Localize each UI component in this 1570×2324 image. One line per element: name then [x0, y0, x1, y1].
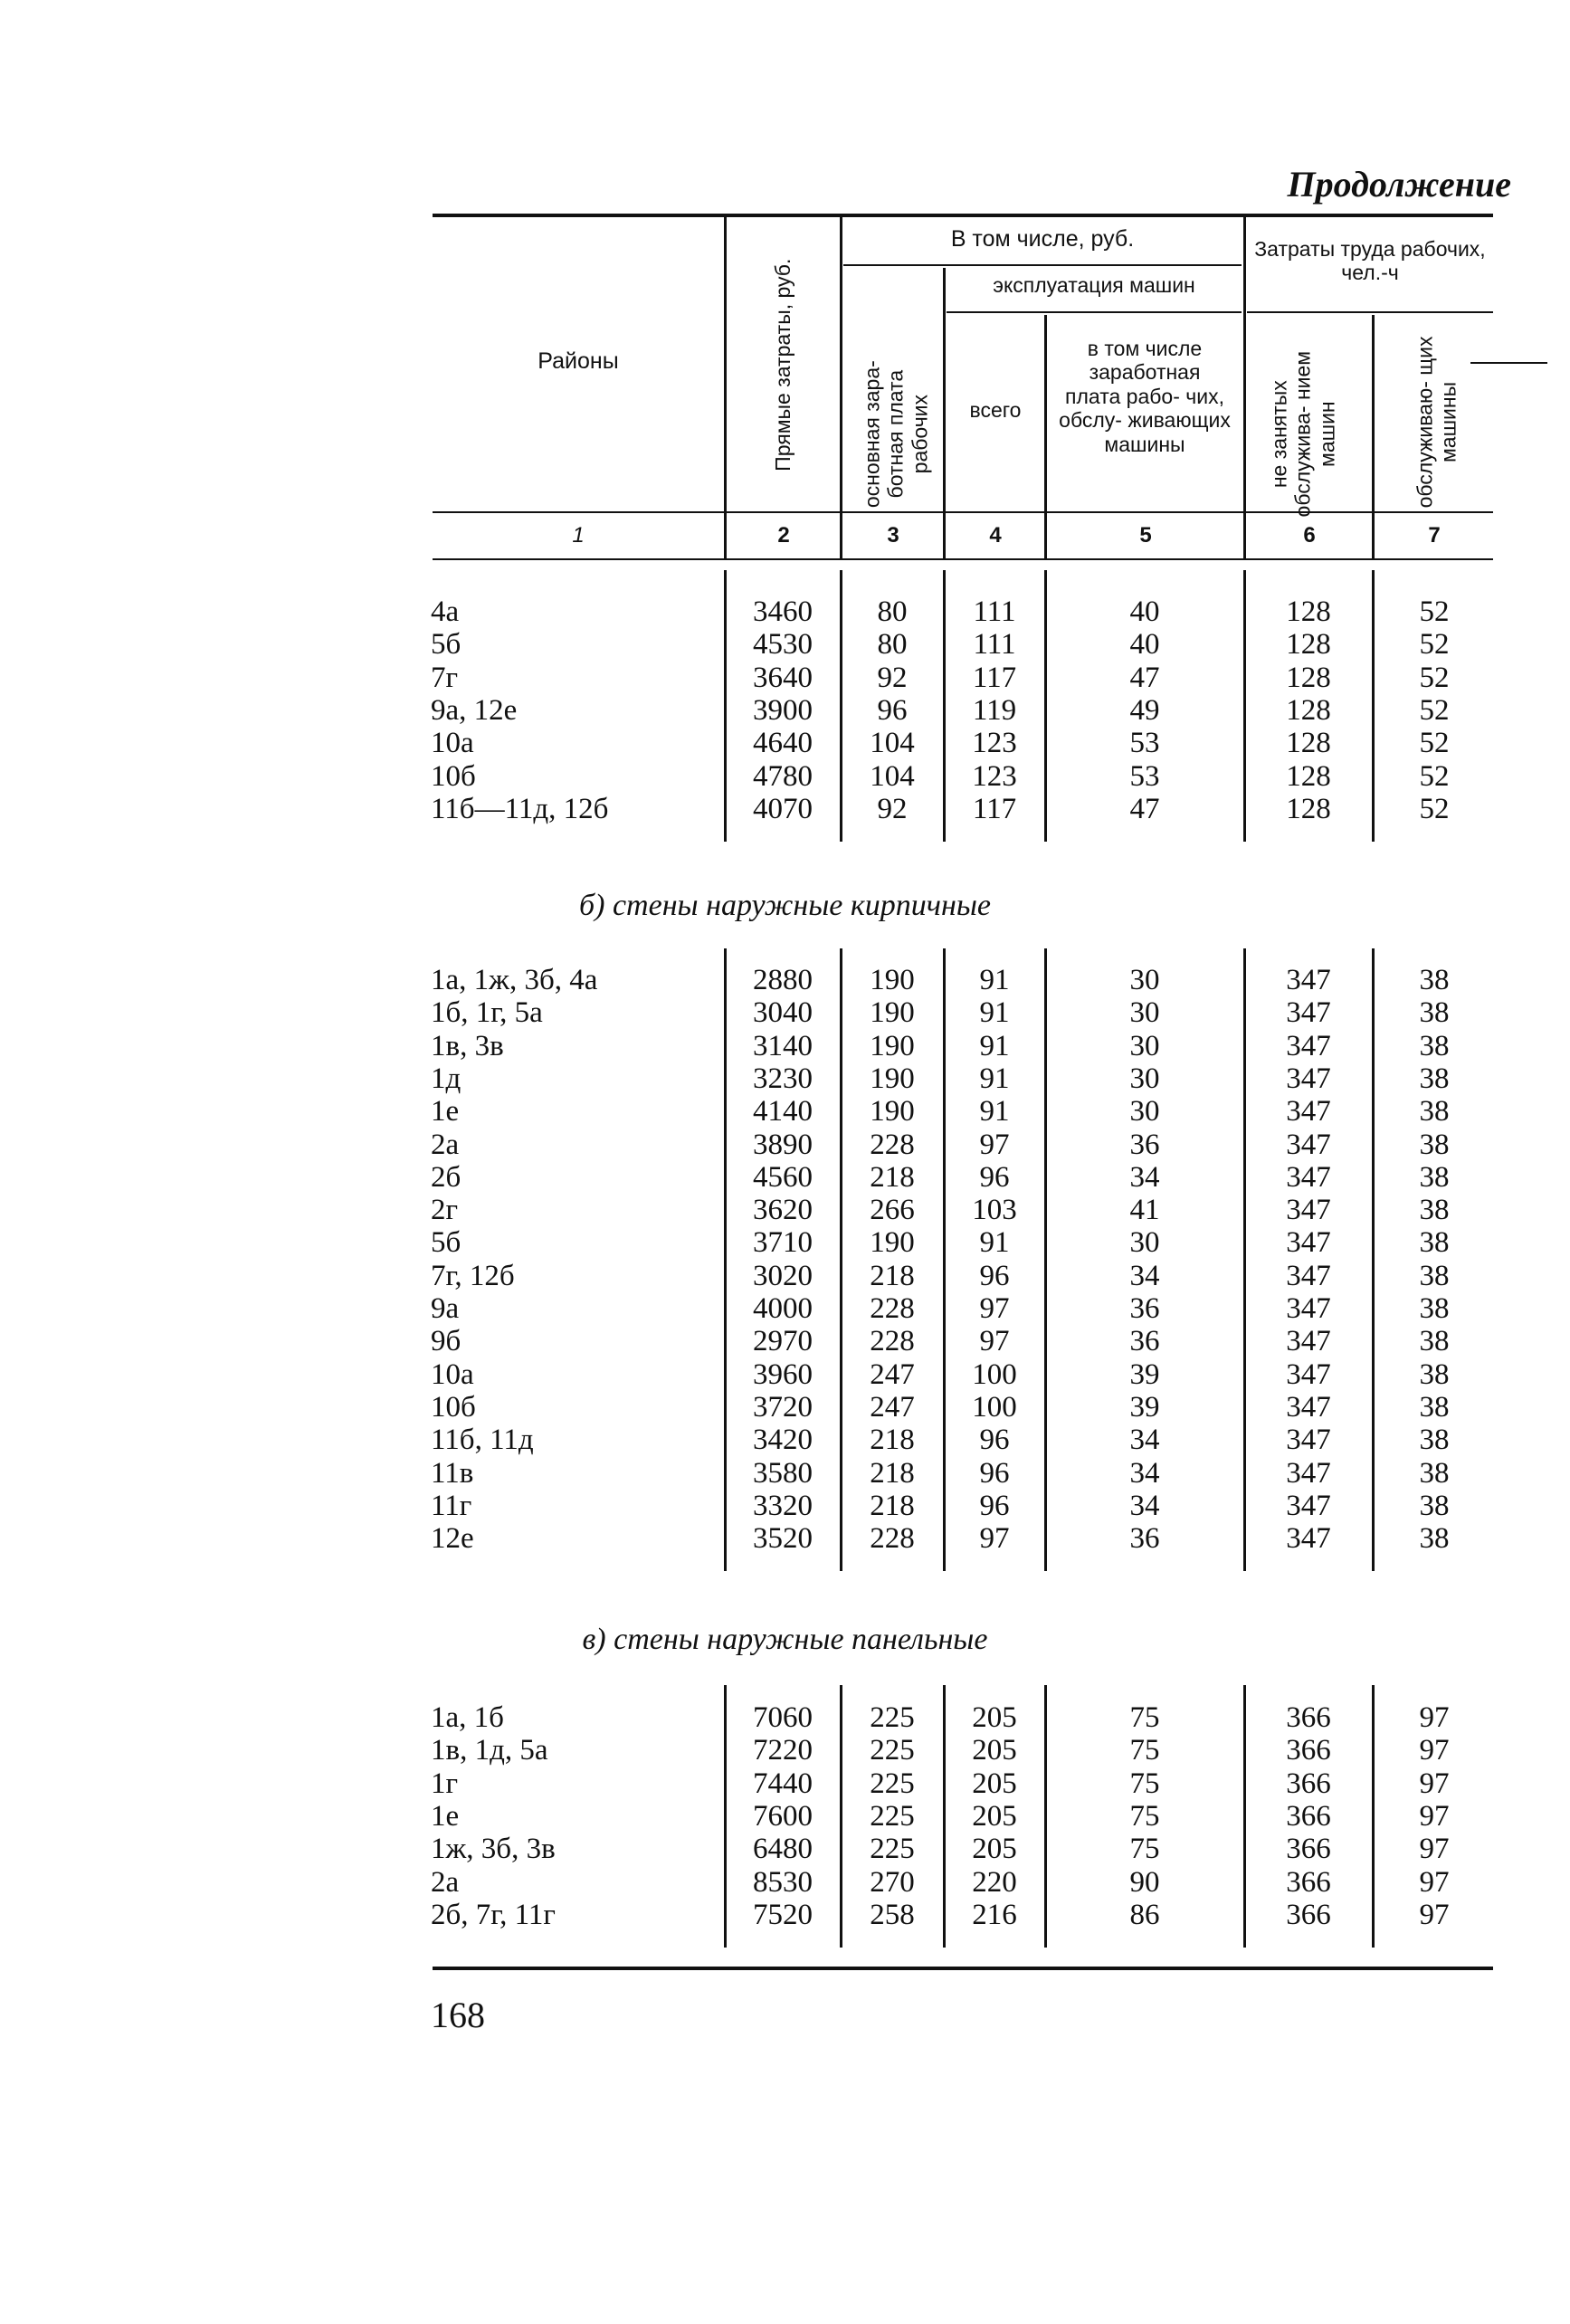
- value-cell-col-3: 190: [870, 1095, 915, 1129]
- value-cell-col-4: 205: [972, 1734, 1017, 1767]
- value-cell-col-2: 3230: [753, 1062, 813, 1095]
- value-cell-col-6: 347: [1286, 1029, 1331, 1062]
- value-cell-col-4: 96: [979, 1456, 1010, 1490]
- value-cell-col-5: 30: [1129, 996, 1160, 1030]
- region-cell: 1е: [431, 1799, 460, 1833]
- value-cell-col-2: 4780: [753, 759, 813, 793]
- value-cell-col-5: 75: [1129, 1833, 1160, 1866]
- value-cell-col-5: 36: [1129, 1128, 1160, 1161]
- value-cell-col-7: 38: [1419, 1424, 1450, 1457]
- table-row: [0, 1129, 1570, 1161]
- column-number-5: 5: [1139, 523, 1152, 548]
- value-cell-col-4: 97: [979, 1128, 1010, 1161]
- value-cell-col-3: 96: [877, 693, 908, 727]
- table-row: [0, 1325, 1570, 1357]
- value-cell-col-7: 52: [1419, 727, 1450, 760]
- value-cell-col-7: 38: [1419, 1390, 1450, 1424]
- value-cell-col-2: 3620: [753, 1194, 813, 1227]
- value-cell-col-2: 7220: [753, 1734, 813, 1767]
- column-number-3: 3: [887, 523, 899, 548]
- region-cell: 1ж, 3б, 3в: [431, 1833, 556, 1866]
- section-title: в) стены наружные панельные: [582, 1623, 988, 1656]
- value-cell-col-2: 2880: [753, 964, 813, 996]
- table-top-rule: [433, 214, 1493, 217]
- region-cell: 2б: [431, 1160, 461, 1194]
- region-cell: 2б, 7г, 11г: [431, 1898, 556, 1931]
- value-cell-col-3: 228: [870, 1522, 915, 1556]
- value-cell-col-5: 40: [1129, 628, 1160, 662]
- margin-mark: [1470, 362, 1547, 364]
- value-cell-col-4: 91: [979, 996, 1010, 1030]
- value-cell-col-4: 91: [979, 1062, 1010, 1095]
- value-cell-col-3: 190: [870, 964, 915, 996]
- header-including-wage: в том числе заработная плата рабо- чих, обслу- живающих машины: [1059, 337, 1231, 456]
- value-cell-col-2: 3720: [753, 1390, 813, 1424]
- value-cell-col-7: 38: [1419, 1128, 1450, 1161]
- table-row: [0, 1424, 1570, 1456]
- table-row: [0, 1490, 1570, 1522]
- region-cell: 1б, 1г, 5а: [431, 996, 543, 1030]
- region-cell: 1д: [431, 1062, 461, 1095]
- value-cell-col-5: 47: [1129, 661, 1160, 694]
- value-cell-col-2: 3640: [753, 661, 813, 694]
- header-machine-operation: эксплуатация машин: [993, 273, 1195, 297]
- region-cell: 1а, 1б: [431, 1701, 504, 1734]
- value-cell-col-3: 218: [870, 1160, 915, 1194]
- table-row: [0, 1866, 1570, 1899]
- value-cell-col-7: 38: [1419, 1357, 1450, 1391]
- value-cell-col-4: 96: [979, 1424, 1010, 1457]
- value-cell-col-3: 218: [870, 1456, 915, 1490]
- value-cell-col-4: 205: [972, 1799, 1017, 1833]
- column-number-6: 6: [1303, 523, 1316, 548]
- value-cell-col-2: 3320: [753, 1489, 813, 1522]
- table-row: [0, 1030, 1570, 1062]
- value-cell-col-2: 3420: [753, 1424, 813, 1457]
- value-cell-col-4: 97: [979, 1292, 1010, 1325]
- value-cell-col-5: 34: [1129, 1424, 1160, 1457]
- value-cell-col-5: 36: [1129, 1325, 1160, 1358]
- value-cell-col-3: 190: [870, 996, 915, 1030]
- value-cell-col-2: 3580: [753, 1456, 813, 1490]
- value-cell-col-7: 52: [1419, 661, 1450, 694]
- value-cell-col-4: 100: [972, 1357, 1017, 1391]
- header-vline-3: [943, 268, 946, 558]
- value-cell-col-2: 3020: [753, 1259, 813, 1292]
- value-cell-col-5: 34: [1129, 1259, 1160, 1292]
- value-cell-col-7: 52: [1419, 759, 1450, 793]
- value-cell-col-6: 347: [1286, 1522, 1331, 1556]
- value-cell-col-3: 228: [870, 1128, 915, 1161]
- value-cell-col-4: 216: [972, 1898, 1017, 1931]
- header-vline-6: [1372, 315, 1375, 558]
- value-cell-col-6: 347: [1286, 1194, 1331, 1227]
- column-number-4: 4: [989, 523, 1002, 548]
- value-cell-col-6: 347: [1286, 1259, 1331, 1292]
- column-number-1: 1: [572, 523, 585, 548]
- value-cell-col-3: 80: [877, 595, 908, 628]
- table-row: [0, 1358, 1570, 1391]
- value-cell-col-7: 38: [1419, 1259, 1450, 1292]
- value-cell-col-7: 52: [1419, 595, 1450, 628]
- value-cell-col-7: 38: [1419, 1522, 1450, 1556]
- value-cell-col-2: 7440: [753, 1767, 813, 1800]
- table-row: [0, 1391, 1570, 1424]
- value-cell-col-2: 2970: [753, 1325, 813, 1358]
- table-row: [0, 1194, 1570, 1226]
- value-cell-col-5: 41: [1129, 1194, 1160, 1227]
- value-cell-col-6: 347: [1286, 1160, 1331, 1194]
- value-cell-col-5: 30: [1129, 1226, 1160, 1260]
- value-cell-col-4: 117: [972, 792, 1017, 825]
- value-cell-col-7: 97: [1419, 1799, 1450, 1833]
- value-cell-col-7: 38: [1419, 1292, 1450, 1325]
- value-cell-col-7: 97: [1419, 1701, 1450, 1734]
- value-cell-col-3: 270: [870, 1865, 915, 1899]
- value-cell-col-6: 347: [1286, 1390, 1331, 1424]
- value-cell-col-3: 104: [870, 759, 915, 793]
- value-cell-col-2: 3900: [753, 693, 813, 727]
- value-cell-col-6: 366: [1286, 1833, 1331, 1866]
- value-cell-col-2: 7060: [753, 1701, 813, 1734]
- region-cell: 11б—11д, 12б: [431, 792, 609, 825]
- value-cell-col-2: 3960: [753, 1357, 813, 1391]
- value-cell-col-4: 123: [972, 727, 1017, 760]
- value-cell-col-5: 30: [1129, 1029, 1160, 1062]
- value-cell-col-5: 34: [1129, 1160, 1160, 1194]
- value-cell-col-6: 347: [1286, 1357, 1331, 1391]
- value-cell-col-6: 128: [1286, 727, 1331, 760]
- value-cell-col-4: 119: [972, 693, 1017, 727]
- region-cell: 1е: [431, 1095, 460, 1129]
- table-row: [0, 1292, 1570, 1325]
- value-cell-col-4: 205: [972, 1833, 1017, 1866]
- value-cell-col-4: 96: [979, 1259, 1010, 1292]
- table-row: [0, 1800, 1570, 1833]
- region-cell: 10а: [431, 1357, 474, 1391]
- region-cell: 1в, 1д, 5а: [431, 1734, 548, 1767]
- value-cell-col-6: 366: [1286, 1701, 1331, 1734]
- value-cell-col-6: 347: [1286, 1325, 1331, 1358]
- value-cell-col-7: 52: [1419, 693, 1450, 727]
- value-cell-col-5: 39: [1129, 1390, 1160, 1424]
- value-cell-col-6: 128: [1286, 628, 1331, 662]
- value-cell-col-3: 228: [870, 1292, 915, 1325]
- value-cell-col-6: 366: [1286, 1799, 1331, 1833]
- value-cell-col-3: 228: [870, 1325, 915, 1358]
- column-number-2: 2: [777, 523, 790, 548]
- value-cell-col-2: 7520: [753, 1898, 813, 1931]
- value-cell-col-5: 75: [1129, 1734, 1160, 1767]
- region-cell: 10б: [431, 1390, 476, 1424]
- table-row: [0, 1457, 1570, 1490]
- region-cell: 11г: [431, 1489, 472, 1522]
- value-cell-col-5: 53: [1129, 727, 1160, 760]
- region-cell: 9а, 12е: [431, 693, 518, 727]
- value-cell-col-7: 38: [1419, 1489, 1450, 1522]
- value-cell-col-6: 128: [1286, 792, 1331, 825]
- header-divider-including: [843, 264, 1242, 266]
- table-row: [0, 1899, 1570, 1931]
- value-cell-col-3: 225: [870, 1767, 915, 1800]
- value-cell-col-6: 347: [1286, 1062, 1331, 1095]
- header-direct-costs: Прямые затраты, руб.: [770, 258, 795, 471]
- region-cell: 1а, 1ж, 3б, 4а: [431, 964, 598, 996]
- value-cell-col-7: 52: [1419, 628, 1450, 662]
- header-regions: Районы: [538, 348, 619, 374]
- value-cell-col-5: 34: [1129, 1489, 1160, 1522]
- value-cell-col-4: 96: [979, 1489, 1010, 1522]
- value-cell-col-3: 104: [870, 727, 915, 760]
- value-cell-col-5: 30: [1129, 1095, 1160, 1129]
- value-cell-col-4: 205: [972, 1767, 1017, 1800]
- value-cell-col-6: 347: [1286, 1128, 1331, 1161]
- table-row: [0, 1095, 1570, 1128]
- table-bottom-rule: [433, 1967, 1493, 1970]
- value-cell-col-7: 38: [1419, 1456, 1450, 1490]
- value-cell-col-3: 92: [877, 792, 908, 825]
- value-cell-col-3: 225: [870, 1734, 915, 1767]
- value-cell-col-7: 52: [1419, 792, 1450, 825]
- region-cell: 5б: [431, 628, 461, 662]
- value-cell-col-5: 30: [1129, 1062, 1160, 1095]
- table-row: [0, 964, 1570, 996]
- table-row: [0, 793, 1570, 825]
- value-cell-col-4: 117: [972, 661, 1017, 694]
- header-vline-1: [724, 217, 727, 558]
- value-cell-col-3: 225: [870, 1799, 915, 1833]
- value-cell-col-7: 38: [1419, 996, 1450, 1030]
- region-cell: 1г: [431, 1767, 459, 1800]
- value-cell-col-5: 75: [1129, 1701, 1160, 1734]
- value-cell-col-3: 266: [870, 1194, 915, 1227]
- header-vline-2: [840, 217, 842, 558]
- value-cell-col-5: 30: [1129, 964, 1160, 996]
- value-cell-col-4: 103: [972, 1194, 1017, 1227]
- table-row: [0, 1767, 1570, 1800]
- value-cell-col-2: 4560: [753, 1160, 813, 1194]
- value-cell-col-6: 366: [1286, 1767, 1331, 1800]
- value-cell-col-2: 3460: [753, 595, 813, 628]
- value-cell-col-4: 111: [973, 628, 1016, 662]
- value-cell-col-6: 347: [1286, 1456, 1331, 1490]
- table-row: [0, 1701, 1570, 1734]
- value-cell-col-3: 258: [870, 1898, 915, 1931]
- header-divider-labor: [1247, 311, 1493, 313]
- value-cell-col-6: 128: [1286, 595, 1331, 628]
- region-cell: 7г, 12б: [431, 1259, 515, 1292]
- region-cell: 2а: [431, 1865, 460, 1899]
- header-vline-4: [1044, 315, 1047, 558]
- value-cell-col-7: 38: [1419, 1160, 1450, 1194]
- table-row: [0, 1226, 1570, 1259]
- value-cell-col-6: 347: [1286, 996, 1331, 1030]
- value-cell-col-4: 97: [979, 1522, 1010, 1556]
- value-cell-col-6: 366: [1286, 1898, 1331, 1931]
- page-number: 168: [431, 1995, 485, 2035]
- value-cell-col-5: 34: [1129, 1456, 1160, 1490]
- value-cell-col-5: 86: [1129, 1898, 1160, 1931]
- value-cell-col-6: 347: [1286, 1292, 1331, 1325]
- value-cell-col-2: 4000: [753, 1292, 813, 1325]
- section-title: б) стены наружные кирпичные: [579, 889, 991, 922]
- value-cell-col-6: 366: [1286, 1734, 1331, 1767]
- value-cell-col-7: 97: [1419, 1767, 1450, 1800]
- table-row: [0, 760, 1570, 793]
- value-cell-col-5: 40: [1129, 595, 1160, 628]
- value-cell-col-7: 38: [1419, 1325, 1450, 1358]
- value-cell-col-3: 190: [870, 1029, 915, 1062]
- value-cell-col-6: 128: [1286, 661, 1331, 694]
- value-cell-col-4: 205: [972, 1701, 1017, 1734]
- region-cell: 10б: [431, 759, 476, 793]
- value-cell-col-2: 4530: [753, 628, 813, 662]
- header-labor-costs: Затраты труда рабочих, чел.-ч: [1254, 237, 1486, 285]
- table-row: [0, 1161, 1570, 1194]
- header-vline-5: [1243, 217, 1246, 558]
- value-cell-col-7: 97: [1419, 1898, 1450, 1931]
- header-total: всего: [969, 398, 1022, 422]
- value-cell-col-3: 247: [870, 1357, 915, 1391]
- value-cell-col-6: 347: [1286, 1489, 1331, 1522]
- value-cell-col-7: 38: [1419, 964, 1450, 996]
- value-cell-col-4: 91: [979, 964, 1010, 996]
- value-cell-col-2: 3520: [753, 1522, 813, 1556]
- value-cell-col-7: 38: [1419, 1062, 1450, 1095]
- value-cell-col-7: 38: [1419, 1095, 1450, 1129]
- table-row: [0, 1734, 1570, 1767]
- header-serving-machines: обслуживаю- щих машины: [1413, 336, 1461, 509]
- value-cell-col-2: 3890: [753, 1128, 813, 1161]
- value-cell-col-5: 49: [1129, 693, 1160, 727]
- table-row: [0, 694, 1570, 727]
- value-cell-col-6: 347: [1286, 964, 1331, 996]
- value-cell-col-2: 4070: [753, 792, 813, 825]
- value-cell-col-2: 3140: [753, 1029, 813, 1062]
- column-number-7: 7: [1428, 523, 1441, 548]
- value-cell-col-7: 97: [1419, 1865, 1450, 1899]
- value-cell-col-7: 38: [1419, 1194, 1450, 1227]
- region-cell: 1в, 3в: [431, 1029, 504, 1062]
- region-cell: 10а: [431, 727, 474, 760]
- value-cell-col-2: 4640: [753, 727, 813, 760]
- value-cell-col-4: 96: [979, 1160, 1010, 1194]
- value-cell-col-5: 47: [1129, 792, 1160, 825]
- value-cell-col-2: 3040: [753, 996, 813, 1030]
- table-row: [0, 1062, 1570, 1095]
- value-cell-col-5: 36: [1129, 1522, 1160, 1556]
- value-cell-col-7: 38: [1419, 1226, 1450, 1260]
- value-cell-col-3: 218: [870, 1489, 915, 1522]
- value-cell-col-4: 91: [979, 1029, 1010, 1062]
- value-cell-col-4: 100: [972, 1390, 1017, 1424]
- region-cell: 9а: [431, 1292, 460, 1325]
- value-cell-col-6: 347: [1286, 1226, 1331, 1260]
- value-cell-col-7: 38: [1419, 1029, 1450, 1062]
- table-row: [0, 1260, 1570, 1292]
- value-cell-col-3: 225: [870, 1833, 915, 1866]
- value-cell-col-2: 6480: [753, 1833, 813, 1866]
- table-row: [0, 662, 1570, 694]
- value-cell-col-3: 80: [877, 628, 908, 662]
- value-cell-col-4: 91: [979, 1226, 1010, 1260]
- region-cell: 11в: [431, 1456, 474, 1490]
- value-cell-col-6: 347: [1286, 1424, 1331, 1457]
- value-cell-col-7: 97: [1419, 1833, 1450, 1866]
- value-cell-col-6: 128: [1286, 759, 1331, 793]
- header-including-rub: В том числе, руб.: [950, 226, 1135, 252]
- value-cell-col-5: 75: [1129, 1767, 1160, 1800]
- header-divider-machines: [947, 311, 1242, 313]
- header-bottom-rule: [433, 558, 1493, 560]
- value-cell-col-5: 90: [1129, 1865, 1160, 1899]
- region-cell: 4а: [431, 595, 460, 628]
- table-row: [0, 628, 1570, 661]
- region-cell: 11б, 11д: [431, 1424, 534, 1457]
- value-cell-col-6: 366: [1286, 1865, 1331, 1899]
- continuation-label: Продолжение: [1287, 164, 1511, 205]
- value-cell-col-3: 225: [870, 1701, 915, 1734]
- table-row: [0, 1522, 1570, 1555]
- value-cell-col-3: 218: [870, 1424, 915, 1457]
- header-base-wage: основная зара- ботная плата рабочих: [860, 360, 932, 509]
- region-cell: 9б: [431, 1325, 461, 1358]
- value-cell-col-6: 128: [1286, 693, 1331, 727]
- value-cell-col-3: 92: [877, 661, 908, 694]
- table-row: [0, 996, 1570, 1029]
- value-cell-col-3: 190: [870, 1226, 915, 1260]
- value-cell-col-4: 91: [979, 1095, 1010, 1129]
- value-cell-col-4: 123: [972, 759, 1017, 793]
- region-cell: 12е: [431, 1522, 474, 1556]
- value-cell-col-2: 4140: [753, 1095, 813, 1129]
- value-cell-col-5: 53: [1129, 759, 1160, 793]
- value-cell-col-4: 97: [979, 1325, 1010, 1358]
- value-cell-col-3: 190: [870, 1062, 915, 1095]
- region-cell: 2г: [431, 1194, 459, 1227]
- value-cell-col-2: 8530: [753, 1865, 813, 1899]
- value-cell-col-5: 75: [1129, 1799, 1160, 1833]
- region-cell: 5б: [431, 1226, 461, 1260]
- value-cell-col-4: 111: [973, 595, 1016, 628]
- value-cell-col-4: 220: [972, 1865, 1017, 1899]
- value-cell-col-7: 97: [1419, 1734, 1450, 1767]
- value-cell-col-6: 347: [1286, 1095, 1331, 1129]
- value-cell-col-2: 7600: [753, 1799, 813, 1833]
- value-cell-col-3: 247: [870, 1390, 915, 1424]
- region-cell: 7г: [431, 661, 459, 694]
- region-cell: 2а: [431, 1128, 460, 1161]
- table-row: [0, 1833, 1570, 1865]
- header-not-busy: не занятых обслужива- нием машин: [1267, 350, 1339, 518]
- table-row: [0, 727, 1570, 759]
- table-row: [0, 595, 1570, 628]
- value-cell-col-5: 36: [1129, 1292, 1160, 1325]
- value-cell-col-2: 3710: [753, 1226, 813, 1260]
- value-cell-col-5: 39: [1129, 1357, 1160, 1391]
- value-cell-col-3: 218: [870, 1259, 915, 1292]
